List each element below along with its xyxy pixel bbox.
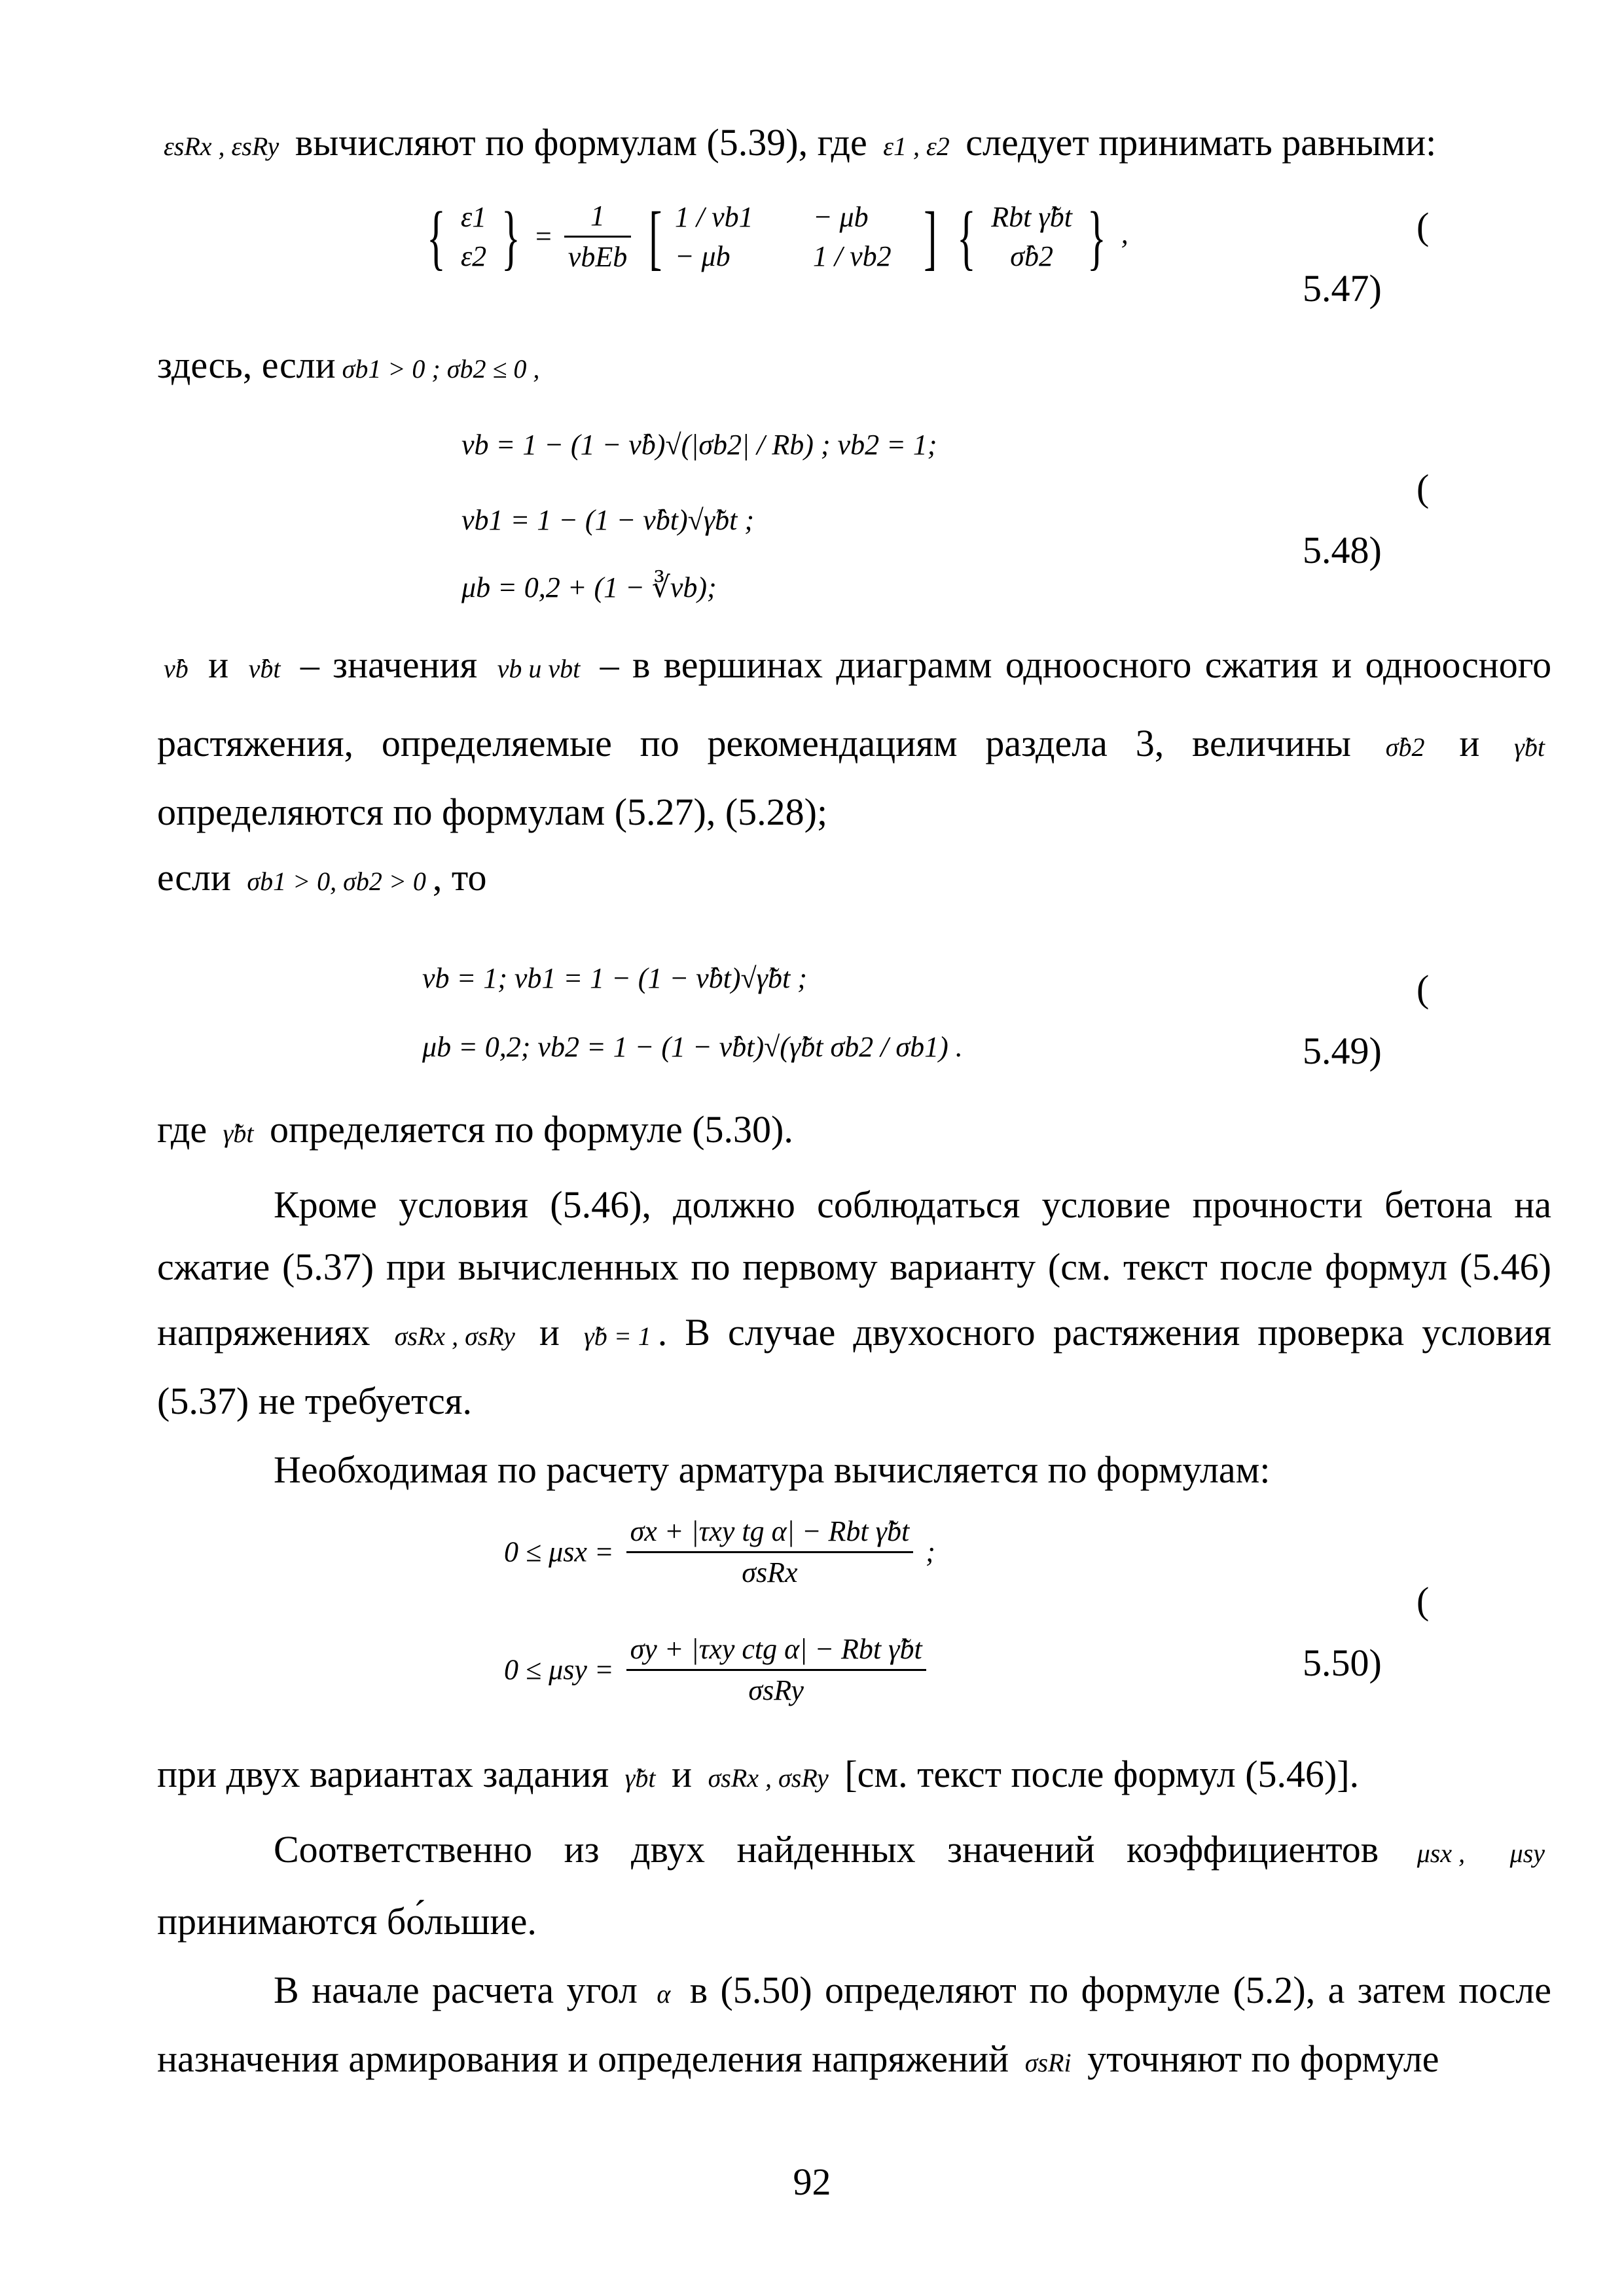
mu-sx-trail: ;	[926, 1535, 935, 1568]
para3-line-2: сжатие (5.37) при вычисленных по первому варианту (см. текст после формул (5.46)	[157, 1246, 1551, 1288]
para7-line-2	[157, 2036, 1551, 2087]
coef-numerator: 1	[564, 196, 631, 238]
para2-text: определяется по формуле (5.30).	[270, 1108, 793, 1151]
condition-math: σb1 > 0 ; σb2 ≤ 0 ,	[342, 354, 540, 384]
sigma-conditions: σb1 > 0, σb2 > 0	[247, 867, 426, 896]
sigma-sRi: σsRi	[1024, 2048, 1072, 2077]
then-text: , то	[432, 856, 487, 899]
mu-sy-numerator: σy + |τxy ctg α| − Rbt γ̃bt	[626, 1630, 926, 1671]
para2-line	[157, 1106, 1551, 1157]
right-brace: }	[501, 196, 521, 277]
para3-line-1: Кроме условия (5.46), должно соблюдаться условие прочности бетона на	[274, 1183, 1551, 1226]
para6-line-2: принимаются бо́льшие.	[157, 1900, 537, 1943]
gamma-b-eq-1: γ̃b = 1	[583, 1321, 651, 1351]
para7-text-3: назначения армирования и определения напряжений	[157, 2037, 1009, 2080]
para7-text-1: В начале расчета угол	[274, 1969, 638, 2011]
page-number: 92	[793, 2161, 831, 2203]
where-text: где	[157, 1108, 208, 1151]
vector-top: Rbt γ̃bt	[991, 200, 1072, 233]
gamma-tilde-bt-2: γ̃bt	[223, 1119, 254, 1148]
matrix-left-bracket: [	[649, 196, 662, 277]
nu-b-and-bt: νb и νbt	[497, 654, 581, 683]
para3-line-3	[157, 1309, 1551, 1360]
mu-sy: μsy	[1509, 1839, 1545, 1868]
if-text: если	[157, 856, 231, 899]
eq-5-48-line-2: νb1 = 1 − (1 − ν̂bt)√γ̃bt ;	[461, 504, 755, 536]
stresses-text: напряжениях	[157, 1311, 370, 1354]
para1-values-text: – значения	[300, 643, 478, 686]
para3-tension-text: . В случае двухосного растяжения проверка условия	[657, 1311, 1552, 1354]
sigma-hat-b2: σ̂b2	[1385, 732, 1425, 762]
intro-text-a: вычисляют по формулам (5.39), где	[295, 121, 867, 164]
para1-line2-text: растяжения, определяемые по рекомендациям раздела 3, величины	[157, 722, 1351, 764]
strain-symbols: εsRx , εsRy	[164, 132, 280, 161]
gamma-tilde-bt: γ̃bt	[1514, 732, 1545, 762]
eq-5-50-number-a: (	[1416, 1579, 1430, 1622]
mu-sx-numerator: σx + |τxy tg α| − Rbt γ̃bt	[626, 1512, 914, 1553]
equals-sign: =	[535, 220, 552, 253]
sigma-sR-2: σsRx , σsRy	[708, 1763, 829, 1793]
sigma-sR: σsRx , σsRy	[394, 1321, 515, 1351]
left-brace: {	[426, 196, 446, 277]
intro-line	[157, 119, 1551, 170]
mu-sx: μsx ,	[1416, 1839, 1466, 1868]
eq-5-49-line-1: νb = 1; νb1 = 1 − (1 − ν̂bt)√γ̃bt ;	[422, 962, 807, 994]
mu-sy-denominator: σsRy	[748, 1674, 804, 1706]
nu-hat-b: ν̂b	[164, 654, 189, 683]
para1-line-2	[157, 720, 1551, 771]
para1-and-1: и	[208, 643, 229, 686]
lhs-bottom: ε2	[460, 240, 487, 272]
eq-5-49-line-2: μb = 0,2; νb2 = 1 − (1 − ν̂bt)√(γ̃bt σb2 / σb1) .	[422, 1031, 963, 1063]
matrix-m12: − μb	[812, 200, 869, 233]
eq-5-48-number-a: (	[1416, 467, 1430, 509]
eq-5-49-number-b: 5.49)	[1303, 1030, 1382, 1072]
coef-denominator: νbEb	[568, 241, 628, 273]
equation-trail: ,	[1121, 217, 1128, 250]
lhs-top: ε1	[460, 200, 487, 233]
matrix-m21: − μb	[674, 240, 731, 272]
para5-text-2: [см. текст после формул (5.46)].	[844, 1753, 1360, 1795]
alpha-symbol: α	[657, 1979, 671, 2009]
para3-line-4: (5.37) не требуется.	[157, 1380, 472, 1422]
para1-line-4	[157, 854, 1551, 905]
eq-5-48-number-b: 5.48)	[1303, 529, 1382, 571]
eq-5-50-row-2	[504, 1630, 931, 1710]
para5-and: и	[672, 1753, 693, 1795]
eq-5-47-number-b: 5.47)	[1303, 267, 1382, 310]
para7-text-2: в (5.50) определяют по формуле (5.2), а затем после	[689, 1969, 1551, 2011]
para1-diagram-text: – в вершинах диаграмм одноосного сжатия и одноосного	[600, 643, 1552, 686]
eq-5-48-line-3: μb = 0,2 + (1 − ∛νb);	[461, 571, 717, 603]
eq-5-50-row-1	[504, 1512, 935, 1592]
condition-text: здесь, если	[157, 344, 336, 386]
para1-line-1	[157, 641, 1551, 692]
condition-line	[157, 342, 1551, 393]
para6-line-1	[274, 1826, 1551, 1877]
nu-hat-bt: ν̂bt	[248, 654, 281, 683]
vector-left-brace: {	[957, 196, 977, 277]
mu-sx-lhs: 0 ≤ μsx =	[504, 1535, 614, 1568]
para5-line	[157, 1751, 1551, 1802]
gamma-tilde-bt-3: γ̃bt	[624, 1763, 656, 1793]
eps-symbols: ε1 , ε2	[883, 132, 950, 161]
vector-bottom: σ̂b2	[1010, 240, 1053, 272]
matrix-m22: 1 / νb2	[812, 240, 892, 272]
vector-right-brace: }	[1087, 196, 1106, 277]
para3-and: и	[539, 1311, 560, 1354]
para5-text-1: при двух вариантах задания	[157, 1753, 609, 1795]
para7-line-1	[274, 1967, 1551, 2018]
matrix-m11: 1 / νb1	[674, 200, 753, 233]
eq-5-49-number-a: (	[1416, 967, 1430, 1010]
mu-sy-lhs: 0 ≤ μsy =	[504, 1653, 614, 1686]
equation-5-47	[419, 196, 1128, 277]
para4-line: Необходимая по расчету арматура вычисляется по формулам:	[274, 1448, 1271, 1491]
mu-sx-denominator: σsRx	[742, 1556, 798, 1588]
matrix-right-bracket: ]	[924, 196, 937, 277]
eq-5-47-number-a: (	[1416, 205, 1430, 247]
para7-text-4: уточняют по формуле	[1087, 2037, 1439, 2080]
para1-and-2: и	[1459, 722, 1480, 764]
intro-text-b: следует принимать равными:	[965, 121, 1437, 164]
para6-text: Соответственно из двух найденных значений коэффициентов	[274, 1828, 1379, 1871]
para1-line-3: определяются по формулам (5.27), (5.28);	[157, 791, 828, 833]
eq-5-48-line-1: νb = 1 − (1 − ν̂b)√(|σb2| / Rb) ; νb2 = 1;	[461, 429, 937, 461]
eq-5-50-number-b: 5.50)	[1303, 1641, 1382, 1684]
